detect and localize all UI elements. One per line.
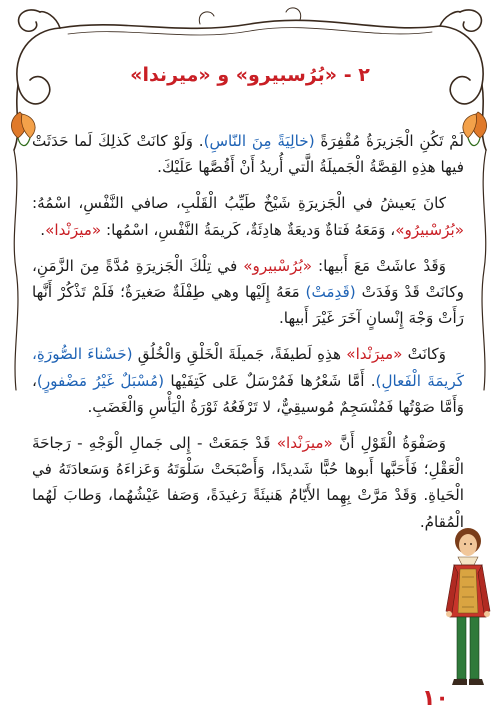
story-paragraph xyxy=(32,190,464,242)
chapter-name-miranda: «ميرندا» xyxy=(130,64,211,86)
word-definition: (خالِيَةً مِنَ النّاسِ) xyxy=(203,132,315,150)
story-text: لَمْ تَكُنِ الْجَزيرَةُ مُقْفِرَةً xyxy=(314,132,464,150)
character-name: «ميرَنْدا» xyxy=(346,345,403,364)
story-text: كانَ يَعيشُ في الْجَزيرَةِ شَيْخٌ طَيِّبُ الْقَلْبِ، صافي النَّفْسِ، اسْمُهُ: xyxy=(32,194,446,213)
story-text: ، وَأَمَّا صَوْتُها فَمُنْسَجِمٌ مُوسيقِيٌّ، لا تَرْفَعُهُ ثَوْرَةُ الْيَأْسِ وَالْغَضَبِ. xyxy=(32,371,464,416)
character-name: «ميرَنْدا» xyxy=(276,434,333,453)
story-text: . xyxy=(40,220,46,239)
chapter-separator: - xyxy=(343,64,352,86)
story-paragraph xyxy=(32,253,464,332)
boy-character-illustration xyxy=(440,525,496,695)
story-paragraph xyxy=(32,128,464,180)
chapter-name-prospero: «بُرُسبيرو» xyxy=(235,64,338,86)
story-paragraph xyxy=(32,430,464,535)
story-text: مَعَهُ إِلَيْها وهي طِفْلَةٌ صَغيرَةٌ؛ فَلَمْ تَذْكُرْ أَنَّها رَأَتْ وَجْهَ إِنْسانٍ آخَرَ غَيْرَ أَبيها. xyxy=(32,283,464,328)
story-text: . أَمَّا شَعْرُها فَمُرْسَلٌ عَلى كَتِفَيْها xyxy=(164,371,376,390)
character-name: «بُرُسْبيرو» xyxy=(243,256,313,275)
story-text: . وَلَوْ كانَتْ كَذلِكَ لَما حَدَثَتْ فيها هذِهِ القِصَّةُ الْجَميلَةُ الَّتي أُريدُ أَنْ أَقُصَّها عَلَيْكَ. xyxy=(32,132,464,177)
story-text: وَصَفْوَةُ الْقَوْلِ أَنَّ xyxy=(332,434,446,453)
chapter-title xyxy=(120,64,380,86)
story-text: ، وَمَعَهُ فَتاةٌ وَديعَةٌ هادِئَةٌ، كَريمَةُ النَّفْسِ، اسْمُها: xyxy=(101,220,396,239)
word-definition: (مُسْبَلٌ غَيْرُ مَضْفورٍ) xyxy=(36,371,165,390)
character-name: «ميرَنْدا» xyxy=(45,220,102,239)
word-definition: (قَدِمَتْ) xyxy=(305,283,356,302)
character-name: «بُرُسْبيرُو» xyxy=(395,220,464,239)
story-text: في تِلْكَ الْجَزيرَةِ مُدَّةً مِنَ الزَّمَنِ، وكانَتْ قَدْ وَفَدَتْ xyxy=(32,256,464,302)
story-paragraph xyxy=(32,341,464,420)
word-definition: (حَسْناءَ الصُّورَةِ، كَريمَةَ الْفَعالِ) xyxy=(32,345,464,390)
chapter-conjunction: و xyxy=(217,64,230,86)
story-text: وَكانَتْ xyxy=(402,345,446,364)
story-text: وَقَدْ عاشَتْ مَعَ أَبيها: xyxy=(312,256,446,275)
story-text: هذِهِ لَطيفَةً، جَميلَةَ الْخَلْقِ وَالْخُلُقِ xyxy=(132,345,347,364)
story-body xyxy=(32,128,464,545)
story-text: قَدْ جَمَعَتْ - إِلى جَمالِ الْوَجْهِ - رَجاحَةَ الْعَقْلِ؛ فَأَحَبَّها أَبوها حُبًّا شَديدًا، وَأَصْبَحَتْ سَلْوَتَهُ وَعَزاءَهُ وَسَعادَتَهُ في الْحَياةِ. وَقَدْ مَرَّتْ بِهِما الأَيّامُ هَنيئَةً رَغيدَةً، وَصَفا عَيْشُهُما، وَطابَ لَهُما الْمُقامُ. xyxy=(32,434,464,531)
chapter-number: ٢ xyxy=(358,64,370,86)
page-number: ١٠ xyxy=(422,686,449,711)
